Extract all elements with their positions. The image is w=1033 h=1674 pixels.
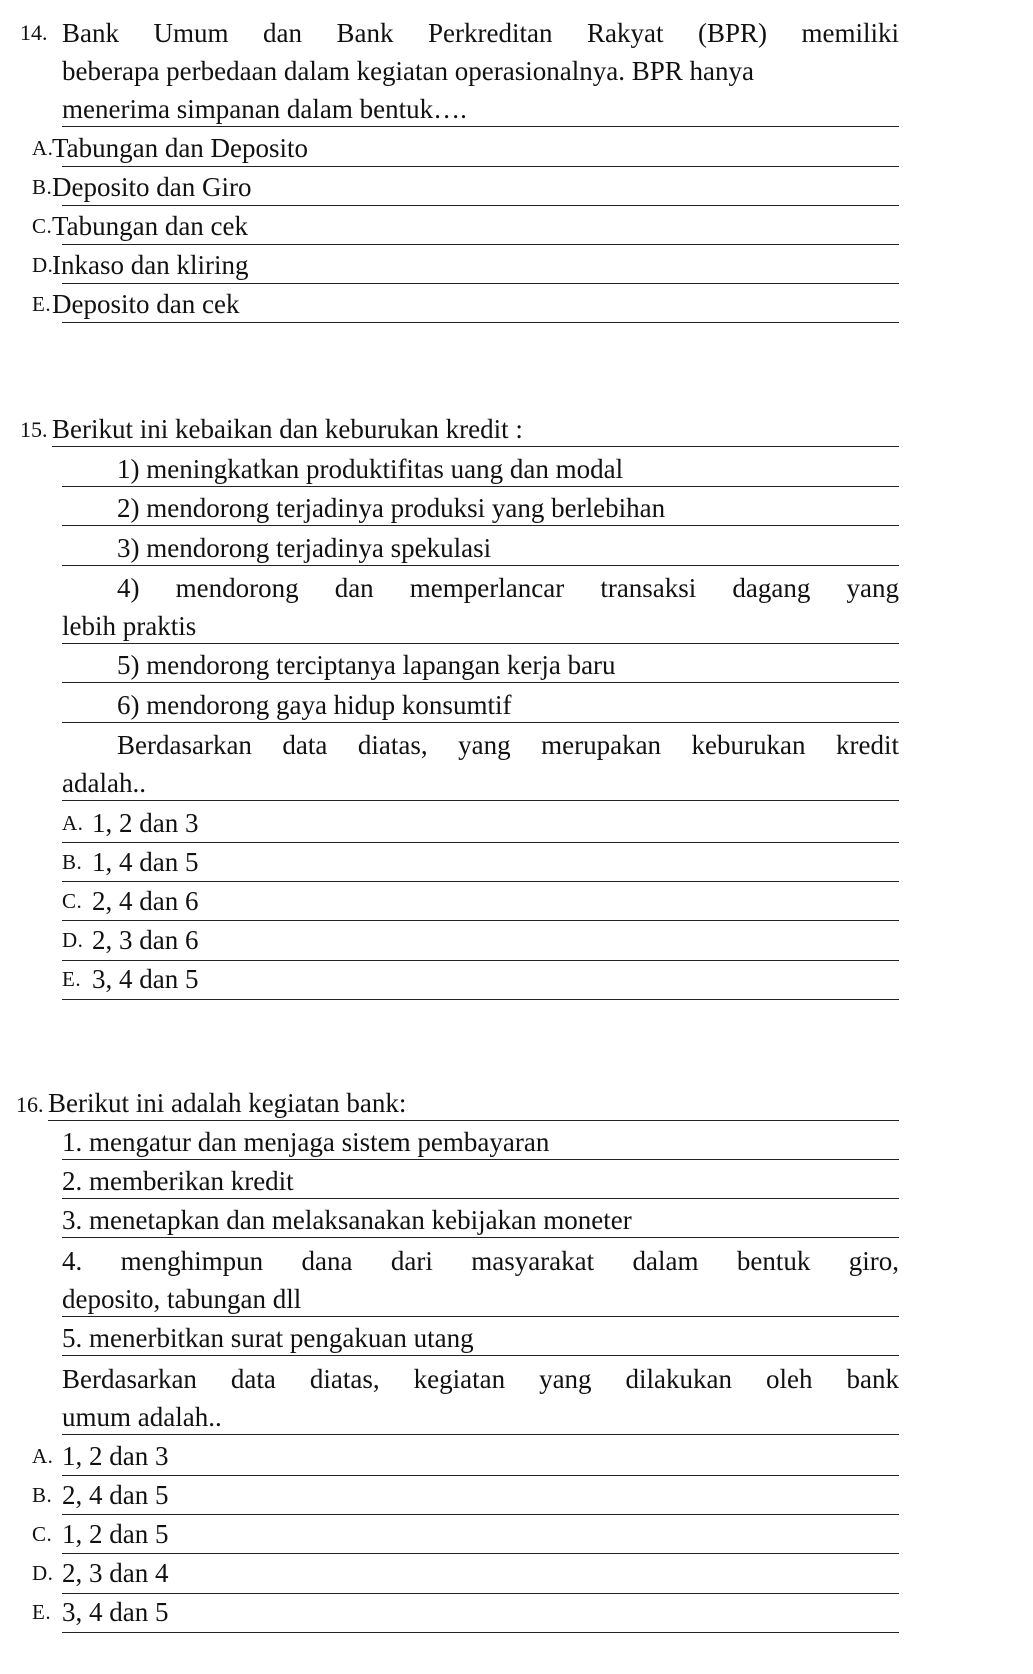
question-stem-line: beberapa perbedaan dalam kegiatan operasionalnya. BPR hanya bbox=[62, 56, 754, 86]
list-item: 1) meningkatkan produktifitas uang dan modal bbox=[62, 452, 899, 487]
option-letter: B. bbox=[62, 850, 83, 874]
question-number: 14. bbox=[20, 20, 48, 45]
answer-line bbox=[62, 999, 899, 1000]
option-letter: B. bbox=[32, 1483, 53, 1507]
option-letter: D. bbox=[32, 1561, 54, 1585]
answer-line bbox=[62, 1475, 899, 1476]
answer-line bbox=[62, 1514, 899, 1515]
option-text: 1, 4 dan 5 bbox=[92, 847, 199, 877]
list-item: 4. menghimpun dana dari masyarakat dalam bentuk giro, bbox=[62, 1246, 899, 1276]
option-letter: E. bbox=[62, 967, 82, 991]
option-letter: D. bbox=[62, 928, 84, 952]
option-text: 2, 3 dan 4 bbox=[62, 1558, 169, 1588]
option-text: Tabungan dan cek bbox=[52, 211, 249, 241]
answer-line bbox=[62, 322, 899, 323]
list-item: 6) mendorong gaya hidup konsumtif bbox=[62, 688, 899, 723]
answer-line bbox=[62, 920, 899, 921]
option-text: 3, 4 dan 5 bbox=[92, 964, 199, 994]
option-text: Deposito dan Giro bbox=[52, 172, 252, 202]
option-letter: D. bbox=[32, 253, 54, 277]
list-item: 5. menerbitkan surat pengakuan utang bbox=[62, 1321, 899, 1356]
option-text: Deposito dan cek bbox=[52, 289, 240, 319]
answer-line bbox=[62, 1553, 899, 1554]
answer-line bbox=[62, 960, 899, 961]
answer-line bbox=[62, 1632, 899, 1633]
answer-line bbox=[62, 881, 899, 882]
answer-line bbox=[62, 244, 899, 245]
option-letter: B. bbox=[32, 175, 53, 199]
option-letter: A. bbox=[62, 811, 84, 835]
list-item-continuation: deposito, tabungan dll bbox=[62, 1282, 899, 1317]
list-item-continuation: lebih praktis bbox=[62, 609, 899, 644]
question-stem-line: Bank Umum dan Bank Perkreditan Rakyat (BPR) memiliki bbox=[62, 18, 899, 48]
question-prompt-line: umum adalah.. bbox=[62, 1400, 899, 1435]
option-text: 3, 4 dan 5 bbox=[62, 1597, 169, 1627]
option-text: 1, 2 dan 3 bbox=[92, 808, 199, 838]
question-stem: Berikut ini adalah kegiatan bank: bbox=[48, 1086, 899, 1121]
answer-line bbox=[62, 1593, 899, 1594]
option-text: 1, 2 dan 3 bbox=[62, 1441, 169, 1471]
question-number: 15. bbox=[20, 417, 48, 442]
option-text: 2, 3 dan 6 bbox=[92, 925, 199, 955]
list-item: 2. memberikan kredit bbox=[62, 1164, 899, 1199]
answer-line bbox=[62, 166, 899, 167]
option-letter: E. bbox=[32, 1600, 52, 1624]
question-stem: Berikut ini kebaikan dan keburukan kredit : bbox=[52, 412, 899, 447]
option-text: 1, 2 dan 5 bbox=[62, 1519, 169, 1549]
question-prompt-line: Berdasarkan data diatas, yang merupakan keburukan kredit bbox=[117, 730, 899, 760]
option-letter: A. bbox=[32, 136, 54, 160]
option-letter: C. bbox=[32, 1522, 53, 1546]
list-item: 3) mendorong terjadinya spekulasi bbox=[62, 531, 899, 566]
option-text: Tabungan dan Deposito bbox=[52, 133, 309, 163]
option-letter: A. bbox=[32, 1444, 54, 1468]
list-item: 4) mendorong dan memperlancar transaksi dagang yang bbox=[117, 573, 899, 603]
option-letter: C. bbox=[62, 889, 83, 913]
answer-line bbox=[62, 283, 899, 284]
option-text: 2, 4 dan 5 bbox=[62, 1480, 169, 1510]
question-prompt-line: adalah.. bbox=[62, 766, 899, 801]
list-item: 5) mendorong terciptanya lapangan kerja baru bbox=[62, 648, 899, 683]
list-item: 3. menetapkan dan melaksanakan kebijakan moneter bbox=[62, 1203, 899, 1238]
list-item: 1. mengatur dan menjaga sistem pembayaran bbox=[62, 1125, 899, 1160]
list-item: 2) mendorong terjadinya produksi yang berlebihan bbox=[62, 491, 899, 526]
option-letter: E. bbox=[32, 292, 52, 316]
question-stem-line: menerima simpanan dalam bentuk…. bbox=[62, 92, 899, 127]
answer-line bbox=[62, 205, 899, 206]
answer-line bbox=[62, 842, 899, 843]
option-text: Inkaso dan kliring bbox=[52, 250, 249, 280]
option-letter: C. bbox=[32, 214, 53, 238]
option-text: 2, 4 dan 6 bbox=[92, 886, 199, 916]
question-number: 16. bbox=[16, 1092, 44, 1117]
question-prompt-line: Berdasarkan data diatas, kegiatan yang dilakukan oleh bank bbox=[62, 1364, 899, 1394]
